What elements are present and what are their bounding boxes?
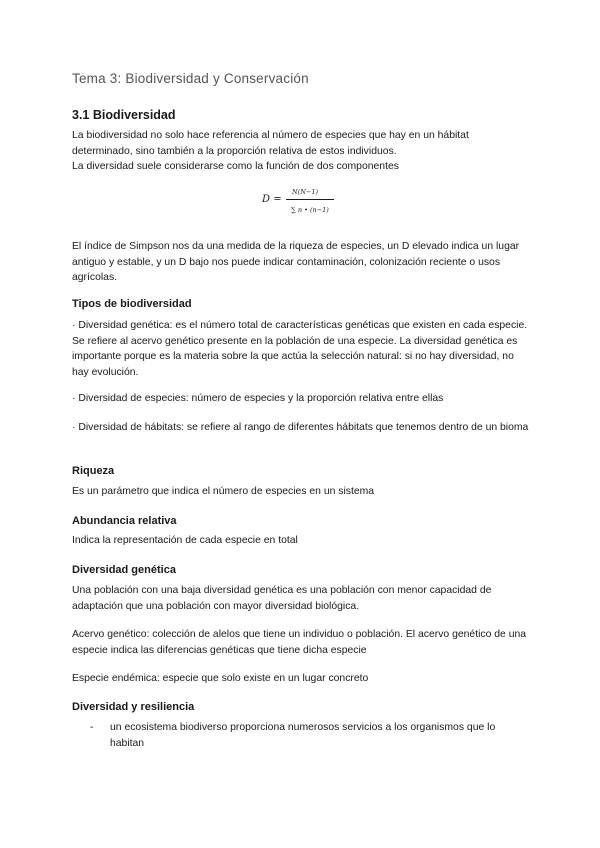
abundancia-heading: Abundancia relativa — [72, 515, 177, 527]
formula-numerator: N(N−1) — [291, 188, 319, 196]
abundancia-text: Indica la representación de cada especie en total — [72, 535, 298, 546]
section-heading: 3.1 Biodiversidad — [72, 108, 176, 122]
resiliencia-bullet-1: un ecosistema biodiverso proporciona numerosos servicios a los organismos que lo habitan — [110, 722, 496, 749]
formula-denominator: ∑ n • (n−1) — [291, 206, 329, 214]
tipos-genetica: · Diversidad genética: es el número total de características genéticas que existen en cada especie. Se refiere al acervo genético presente en la población de una especie. La diversidad genética es importante porque es la materia sobre la que actúa la selección natural: si no hay diversidad, no hay evolución. — [72, 320, 528, 378]
diversidad-genetica-heading: Diversidad genética — [72, 564, 176, 576]
resiliencia-heading: Diversidad y resiliencia — [72, 701, 195, 713]
intro-paragraph-1: La biodiversidad no solo hace referencia al número de especies que hay en un hábitat determinado, sino también a la proporción relativa de estos individuos. — [72, 130, 469, 157]
diversidad-genetica-paragraph-1: Una población con una baja diversidad genética es una población con menor capacidad de adaptación que una población con mayor diversidad biológica. — [72, 585, 492, 612]
simpson-paragraph: El índice de Simpson nos da una medida de la riqueza de especies, un D elevado indica un lugar antiguo y estable, y un D bajo nos puede indicar contaminación, colonización reciente o usos agrícolas. — [72, 241, 520, 283]
formula-lhs: D = — [262, 194, 282, 205]
bullet-marker: - — [90, 722, 94, 733]
riqueza-text: Es un parámetro que indica el número de especies en un sistema — [72, 486, 375, 497]
especie-endemica-paragraph: Especie endémica: especie que solo existe en un lugar concreto — [72, 673, 369, 684]
tipos-habitats: · Diversidad de hábitats: se refiere al rango de diferentes hábitats que tenemos dentro de un bioma — [72, 422, 529, 433]
acervo-genetico-paragraph: Acervo genético: colección de alelos que tiene un individuo o población. El acervo genético de una especie indica las diferencias genéticas que tiene dicha especie — [72, 629, 527, 656]
formula-fraction-bar — [286, 199, 334, 200]
tipos-especies: · Diversidad de especies: número de especies y la proporción relativa entre ellas — [72, 393, 444, 404]
simpson-formula — [262, 188, 342, 220]
riqueza-heading: Riqueza — [72, 465, 115, 477]
tipos-heading: Tipos de biodiversidad — [72, 298, 192, 310]
document-title: Tema 3: Biodiversidad y Conservación — [72, 71, 309, 86]
intro-paragraph-2: La diversidad suele considerarse como la función de dos componentes — [72, 161, 399, 172]
